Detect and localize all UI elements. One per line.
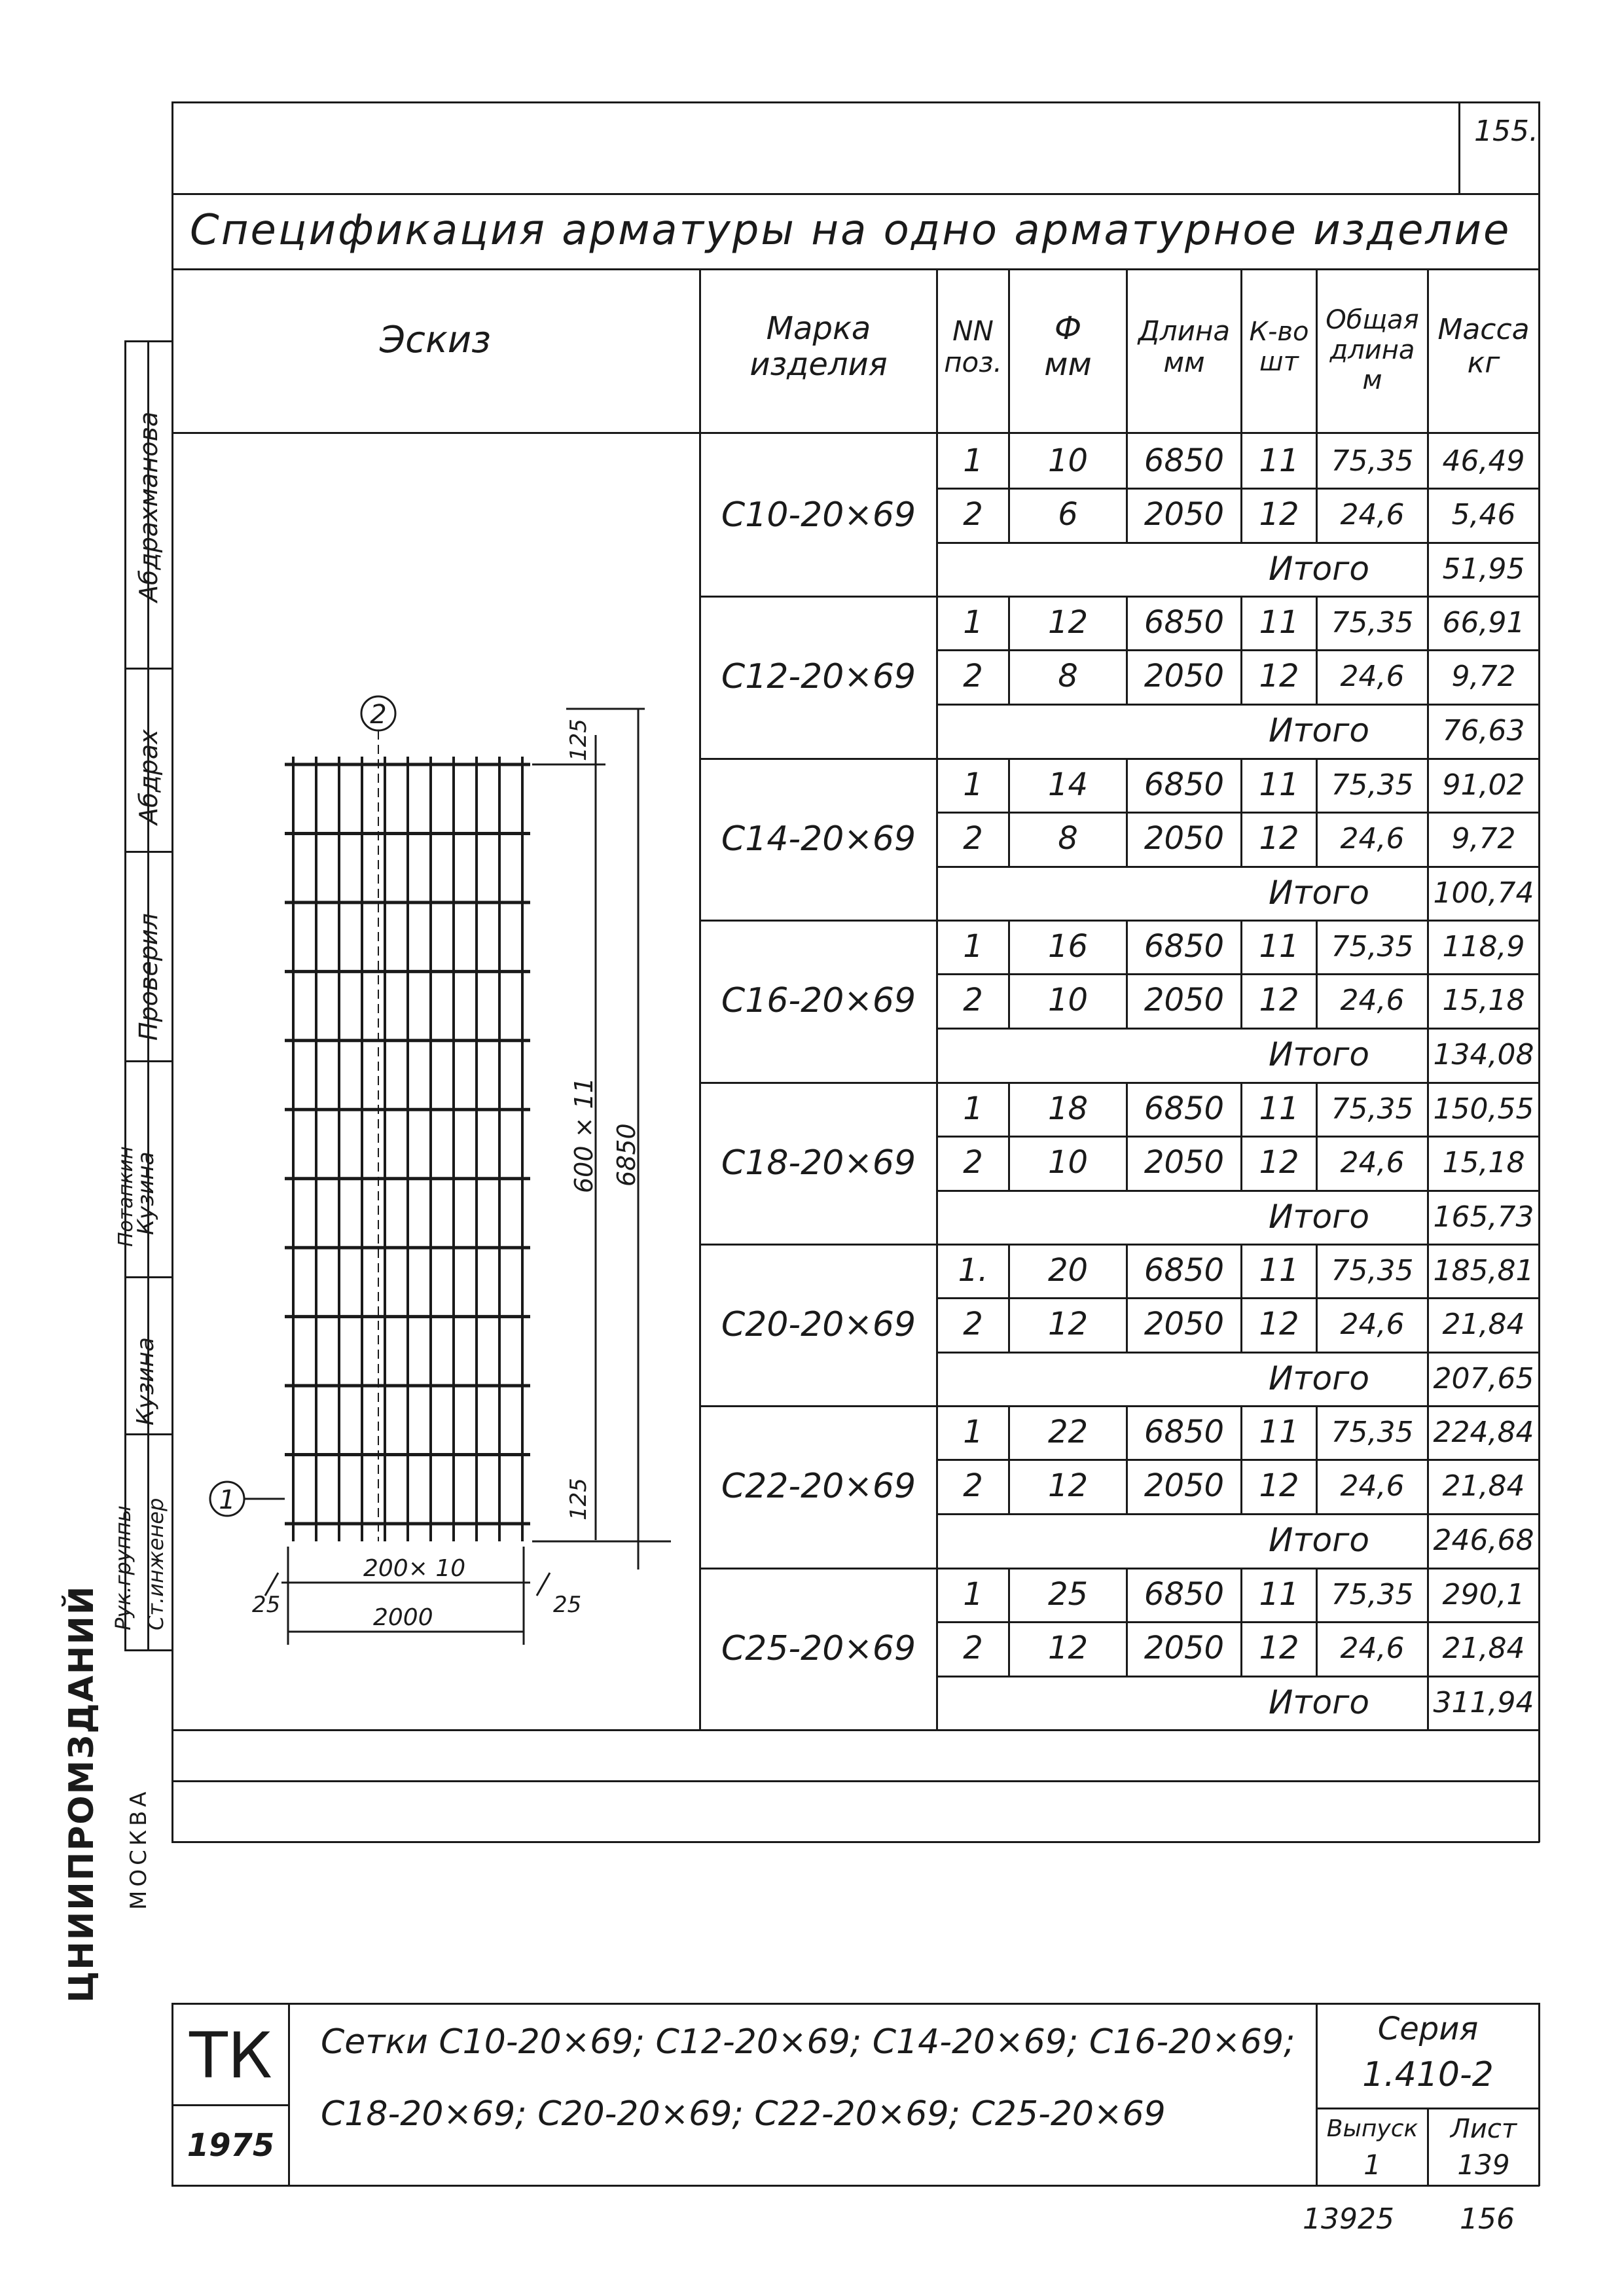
- position-2-label: 2: [370, 700, 387, 730]
- cell-mass: 224,84: [1433, 1415, 1534, 1449]
- header-length-line1: Длина: [1138, 314, 1231, 347]
- cell-qty: 12: [1259, 658, 1299, 694]
- cell-pos: 2: [963, 658, 983, 694]
- cell-mass: 185,81: [1433, 1253, 1534, 1287]
- product-mark: С22-20×69: [721, 1466, 916, 1506]
- cell-diam: 10: [1047, 442, 1089, 479]
- cell-mass: 21,84: [1442, 1469, 1525, 1503]
- cell-qty: 12: [1259, 1467, 1299, 1504]
- stamp-description-line1: Сетки С10-20×69; С12-20×69; С14-20×69; С16-20×69;: [321, 2022, 1295, 2062]
- cell-qty: 11: [1259, 766, 1299, 803]
- dim-25-left: 25: [252, 1592, 281, 1618]
- footer-number-right: 156: [1460, 2202, 1515, 2236]
- cell-total-length: 24,6: [1340, 1469, 1405, 1503]
- cell-length: 2050: [1144, 820, 1225, 857]
- cell-pos: 2: [963, 496, 983, 533]
- header-total-length-line2: длина: [1329, 335, 1415, 365]
- cell-qty: 11: [1259, 1576, 1299, 1613]
- cell-mass: 150,55: [1433, 1092, 1534, 1126]
- dim-25-right: 25: [553, 1592, 582, 1618]
- mesh-sketch: [173, 434, 699, 1729]
- table-bottom-line: [171, 1729, 1540, 1731]
- product-mark: С25-20×69: [721, 1628, 916, 1668]
- frame-bottom-line: [171, 1841, 1540, 1843]
- cell-mass: 15,18: [1442, 1145, 1525, 1179]
- cell-qty: 11: [1259, 442, 1299, 479]
- cell-total-length: 24,6: [1340, 983, 1405, 1017]
- cell-pos: 2: [963, 1467, 983, 1504]
- cell-diam: 10: [1047, 982, 1089, 1018]
- itogo-label: Итого: [1269, 1198, 1369, 1236]
- cell-qty: 11: [1259, 1414, 1299, 1450]
- cell-total-length: 24,6: [1340, 659, 1405, 693]
- side-name-potapkin: Потапкин: [115, 1146, 137, 1247]
- position-1-label: 1: [219, 1485, 236, 1515]
- cell-qty: 12: [1259, 496, 1299, 533]
- dim-125-bottom: 125: [566, 1478, 592, 1520]
- header-mark-line2: изделия: [749, 346, 888, 383]
- cell-total-length: 75,35: [1331, 605, 1414, 639]
- cell-length: 6850: [1144, 928, 1225, 965]
- cell-length: 2050: [1144, 982, 1225, 1018]
- stamp-right: [1538, 2003, 1540, 2186]
- cell-length: 2050: [1144, 1630, 1225, 1666]
- dim-2000: 2000: [373, 1604, 433, 1631]
- itogo-label: Итого: [1269, 874, 1369, 912]
- product-mark: С16-20×69: [721, 980, 916, 1020]
- side-strip-sep-2: [124, 851, 171, 853]
- cell-total-length: 75,35: [1331, 1092, 1414, 1126]
- side-strip-top: [124, 340, 171, 342]
- cell-pos: 2: [963, 1144, 983, 1181]
- header-pos: [938, 281, 1008, 412]
- cell-mass: 46,49: [1442, 444, 1525, 478]
- cell-length: 6850: [1144, 1252, 1225, 1289]
- cell-pos: 1.: [958, 1252, 988, 1289]
- header-qty-line1: К-во: [1249, 317, 1309, 347]
- side-name-kuzina: Кузина: [133, 1151, 159, 1235]
- tick-right: [537, 1573, 550, 1596]
- cell-total-length: 75,35: [1331, 929, 1414, 963]
- side-label-senior-engineer: Ст.инженер: [143, 1498, 168, 1630]
- itogo-label: Итого: [1269, 1359, 1369, 1397]
- cell-mass: 118,9: [1442, 929, 1525, 963]
- product-total-mass: 100,74: [1433, 876, 1534, 910]
- cell-diam: 25: [1047, 1576, 1089, 1613]
- side-strip-sep-3: [124, 1060, 171, 1062]
- cell-total-length: 75,35: [1331, 768, 1414, 802]
- itogo-label: Итого: [1269, 1035, 1369, 1073]
- cell-length: 2050: [1144, 1306, 1225, 1342]
- cell-qty: 11: [1259, 604, 1299, 641]
- header-length: [1128, 281, 1240, 412]
- cell-diam: 16: [1047, 928, 1089, 965]
- cell-pos: 2: [963, 1630, 983, 1666]
- cell-length: 6850: [1144, 1576, 1225, 1613]
- stamp-sep-tk: [288, 2003, 290, 2186]
- cell-mass: 9,72: [1451, 659, 1516, 693]
- cell-total-length: 75,35: [1331, 1577, 1414, 1611]
- cell-pos: 1: [963, 1576, 983, 1613]
- cell-qty: 11: [1259, 928, 1299, 965]
- side-strip-sep-4: [124, 1276, 171, 1278]
- stamp-top-line: [171, 1780, 1540, 1782]
- header-mass: [1429, 281, 1538, 412]
- header-qty-line2: шт: [1259, 347, 1299, 377]
- itogo-label: Итого: [1269, 1521, 1369, 1559]
- spec-title: Спецификация арматуры на одно арматурное изделие: [190, 206, 1511, 255]
- cell-qty: 12: [1259, 1306, 1299, 1342]
- side-strip-line-1: [124, 340, 126, 1649]
- header-diam-line1: Ф: [1054, 310, 1082, 347]
- cell-diam: 14: [1047, 766, 1089, 803]
- cell-pos: 1: [963, 766, 983, 803]
- cell-pos: 2: [963, 1306, 983, 1342]
- product-mark: С18-20×69: [721, 1143, 916, 1183]
- stamp-bottom: [171, 2185, 1540, 2187]
- stamp-top-border: [171, 2003, 1540, 2005]
- cell-pos: 1: [963, 442, 983, 479]
- cell-qty: 12: [1259, 820, 1299, 857]
- org-city: МОСКВА: [126, 1787, 152, 1910]
- cell-length: 6850: [1144, 442, 1225, 479]
- dim-200x10: 200× 10: [363, 1555, 466, 1582]
- stamp-sep-year: [171, 2104, 288, 2106]
- product-mark: С20-20×69: [721, 1304, 916, 1344]
- product-mark: С10-20×69: [721, 495, 916, 535]
- cell-pos: 1: [963, 604, 983, 641]
- cell-diam: 8: [1058, 820, 1078, 857]
- product-total-mass: 134,08: [1433, 1037, 1534, 1071]
- cell-mass: 15,18: [1442, 983, 1525, 1017]
- cell-total-length: 24,6: [1340, 1631, 1405, 1665]
- dim-600x11: 600 × 11: [569, 1077, 598, 1193]
- title-top-line: [171, 193, 1540, 195]
- cell-length: 2050: [1144, 1144, 1225, 1181]
- cell-total-length: 24,6: [1340, 821, 1405, 855]
- cell-length: 6850: [1144, 766, 1225, 803]
- cell-mass: 5,46: [1451, 497, 1516, 531]
- cell-diam: 12: [1047, 1467, 1089, 1504]
- stamp-series-value: 1.410-2: [1362, 2055, 1494, 2094]
- side-label-checked: Проверил: [134, 913, 163, 1041]
- cell-length: 2050: [1144, 1467, 1225, 1504]
- header-qty: [1242, 281, 1316, 412]
- dim-125-top: 125: [566, 719, 592, 761]
- header-total-length-line1: Общая: [1326, 305, 1419, 335]
- header-mass-line2: кг: [1467, 346, 1500, 380]
- side-strip-bottom: [124, 1649, 171, 1651]
- cell-diam: 12: [1047, 1306, 1089, 1342]
- cell-total-length: 75,35: [1331, 444, 1414, 478]
- cell-mass: 91,02: [1442, 768, 1525, 802]
- cell-diam: 12: [1047, 604, 1089, 641]
- org-name: ЦНИИПРОМЗДАНИЙ: [62, 1585, 101, 2003]
- frame-top-line: [171, 101, 1540, 103]
- cell-qty: 12: [1259, 1630, 1299, 1666]
- cell-diam: 22: [1047, 1414, 1089, 1450]
- cell-diam: 18: [1047, 1090, 1089, 1127]
- stamp-description-line2: С18-20×69; С20-20×69; С22-20×69; С25-20×69: [321, 2094, 1166, 2134]
- page-number-divider: [1458, 101, 1460, 193]
- header-length-line2: мм: [1163, 346, 1205, 378]
- stamp-sheet-value: 139: [1457, 2149, 1510, 2181]
- product-mark: С12-20×69: [721, 656, 916, 696]
- header-mark-line1: Марка: [766, 310, 871, 347]
- header-sketch: Эскиз: [380, 318, 491, 361]
- cell-diam: 10: [1047, 1144, 1089, 1181]
- cell-qty: 11: [1259, 1090, 1299, 1127]
- stamp-year: 1975: [187, 2126, 275, 2164]
- stamp-series-label: Серия: [1377, 2011, 1479, 2047]
- cell-qty: 11: [1259, 1252, 1299, 1289]
- cell-total-length: 75,35: [1331, 1253, 1414, 1287]
- product-total-mass: 207,65: [1433, 1361, 1534, 1395]
- cell-length: 6850: [1144, 1414, 1225, 1450]
- side-signature-abdrakh: Абдрах: [134, 729, 163, 825]
- cell-diam: 20: [1047, 1252, 1089, 1289]
- cell-length: 2050: [1144, 658, 1225, 694]
- cell-length: 2050: [1144, 496, 1225, 533]
- page-number: 155.: [1474, 115, 1538, 148]
- header-diam: [1010, 281, 1126, 412]
- header-top-line: [171, 268, 1540, 270]
- side-label-group-head: Рук.группы: [111, 1505, 135, 1630]
- cell-length: 6850: [1144, 604, 1225, 641]
- header-pos-line2: поз.: [944, 346, 1002, 378]
- cell-mass: 21,84: [1442, 1631, 1525, 1665]
- cell-pos: 2: [963, 820, 983, 857]
- cell-total-length: 24,6: [1340, 497, 1405, 531]
- itogo-label: Итого: [1269, 1683, 1369, 1721]
- itogo-label: Итого: [1269, 550, 1369, 588]
- stamp-issue-value: 1: [1363, 2149, 1381, 2181]
- stamp-sheet-label: Лист: [1450, 2113, 1517, 2144]
- side-signature-kuzina: Кузина: [132, 1337, 159, 1426]
- cell-total-length: 24,6: [1340, 1307, 1405, 1341]
- cell-qty: 12: [1259, 982, 1299, 1018]
- header-diam-line2: мм: [1044, 346, 1092, 383]
- header-total-length: [1318, 275, 1427, 425]
- cell-mass: 21,84: [1442, 1307, 1525, 1341]
- cell-mass: 66,91: [1442, 605, 1525, 639]
- frame-right-line: [1538, 101, 1540, 1842]
- cell-pos: 1: [963, 928, 983, 965]
- cell-diam: 12: [1047, 1630, 1089, 1666]
- cell-mass: 9,72: [1451, 821, 1516, 855]
- cell-total-length: 75,35: [1331, 1415, 1414, 1449]
- side-signature-abdrakhmanova: Абдрахманова: [134, 411, 163, 602]
- product-total-mass: 51,95: [1442, 552, 1525, 586]
- product-mark: С14-20×69: [721, 819, 916, 859]
- cell-diam: 8: [1058, 658, 1078, 694]
- cell-pos: 1: [963, 1414, 983, 1450]
- cell-qty: 12: [1259, 1144, 1299, 1181]
- product-total-mass: 246,68: [1433, 1523, 1534, 1557]
- header-pos-line1: NN: [952, 314, 994, 347]
- header-total-length-line3: м: [1362, 365, 1382, 395]
- cell-length: 6850: [1144, 1090, 1225, 1127]
- side-strip-sep-5: [124, 1433, 171, 1435]
- cell-total-length: 24,6: [1340, 1145, 1405, 1179]
- header-mark: [701, 281, 936, 412]
- header-mass-line1: Масса: [1437, 313, 1530, 347]
- cell-diam: 6: [1058, 496, 1078, 533]
- stamp-tk: ТК: [189, 2018, 272, 2092]
- product-total-mass: 165,73: [1433, 1200, 1534, 1234]
- cell-pos: 1: [963, 1090, 983, 1127]
- stamp-issue-label: Выпуск: [1326, 2115, 1418, 2142]
- itogo-label: Итого: [1269, 711, 1369, 749]
- dim-6850: 6850: [612, 1123, 641, 1187]
- product-total-mass: 311,94: [1433, 1685, 1534, 1719]
- product-total-mass: 76,63: [1442, 713, 1525, 747]
- cell-mass: 290,1: [1442, 1577, 1525, 1611]
- footer-number-left: 13925: [1303, 2202, 1394, 2236]
- side-strip-sep-1: [124, 668, 171, 670]
- cell-pos: 2: [963, 982, 983, 1018]
